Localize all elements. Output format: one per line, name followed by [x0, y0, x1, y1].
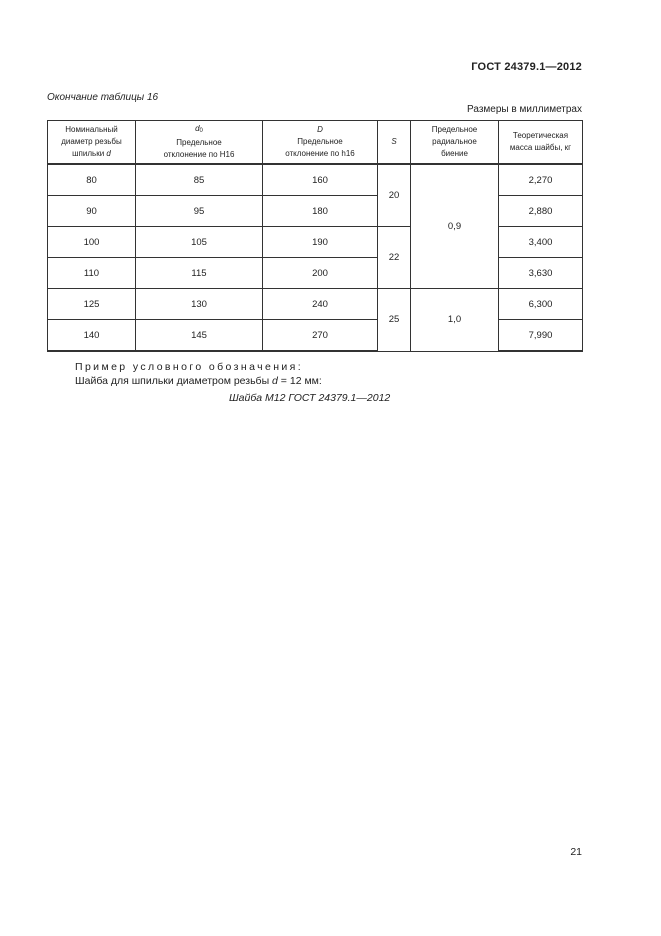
header-thickness: S [378, 121, 411, 165]
table-units-note: Размеры в миллиметрах [467, 104, 582, 115]
cell-runout: 1,0 [411, 289, 499, 352]
table-row [48, 320, 583, 352]
header-radial-runout: Предельное радиальное биение [411, 121, 499, 165]
cell-mass: 7,990 [499, 320, 583, 352]
cell-runout: 0,9 [411, 164, 499, 289]
cell-mass: 3,400 [499, 227, 583, 258]
example-text: Шайба для шпильки диаметром резьбы d = 12 мм: [75, 375, 322, 387]
cell-D: 190 [263, 227, 378, 258]
table-row [48, 196, 583, 227]
table-row [48, 289, 583, 320]
table-row [48, 164, 583, 196]
page-number: 21 [570, 846, 582, 858]
standard-code: ГОСТ 24379.1—2012 [471, 61, 582, 73]
designation-example [75, 360, 322, 388]
cell-D: 180 [263, 196, 378, 227]
cell-mass: 6,300 [499, 289, 583, 320]
cell-d: 100 [48, 227, 136, 258]
cell-d0: 95 [136, 196, 263, 227]
cell-d0: 130 [136, 289, 263, 320]
header-outer-diameter: D Предельное отклонение по h16 [263, 121, 378, 165]
table-caption: Окончание таблицы 16 [47, 92, 159, 103]
table-row [48, 227, 583, 258]
cell-d: 125 [48, 289, 136, 320]
cell-s: 20 [378, 164, 411, 227]
cell-d0: 105 [136, 227, 263, 258]
cell-d: 140 [48, 320, 136, 352]
header-nominal-diameter: Номинальный диаметр резьбы шпильки d [48, 121, 136, 165]
cell-d0: 85 [136, 164, 263, 196]
cell-D: 160 [263, 164, 378, 196]
cell-d: 80 [48, 164, 136, 196]
cell-s: 22 [378, 227, 411, 289]
dimensions-table [47, 120, 583, 352]
cell-d: 90 [48, 196, 136, 227]
example-heading: Пример условного обозначения: [75, 361, 304, 373]
header-d0: d0 Предельное отклонение по H16 [136, 121, 263, 165]
cell-D: 270 [263, 320, 378, 352]
cell-mass: 2,880 [499, 196, 583, 227]
table-header-row [48, 121, 583, 165]
example-designation: Шайба М12 ГОСТ 24379.1—2012 [229, 392, 391, 404]
cell-D: 240 [263, 289, 378, 320]
cell-s: 25 [378, 289, 411, 352]
cell-d: 110 [48, 258, 136, 289]
header-mass: Теоретическая масса шайбы, кг [499, 121, 583, 165]
cell-d0: 145 [136, 320, 263, 352]
cell-mass: 3,630 [499, 258, 583, 289]
table-row [48, 258, 583, 289]
cell-mass: 2,270 [499, 164, 583, 196]
cell-D: 200 [263, 258, 378, 289]
cell-d0: 115 [136, 258, 263, 289]
